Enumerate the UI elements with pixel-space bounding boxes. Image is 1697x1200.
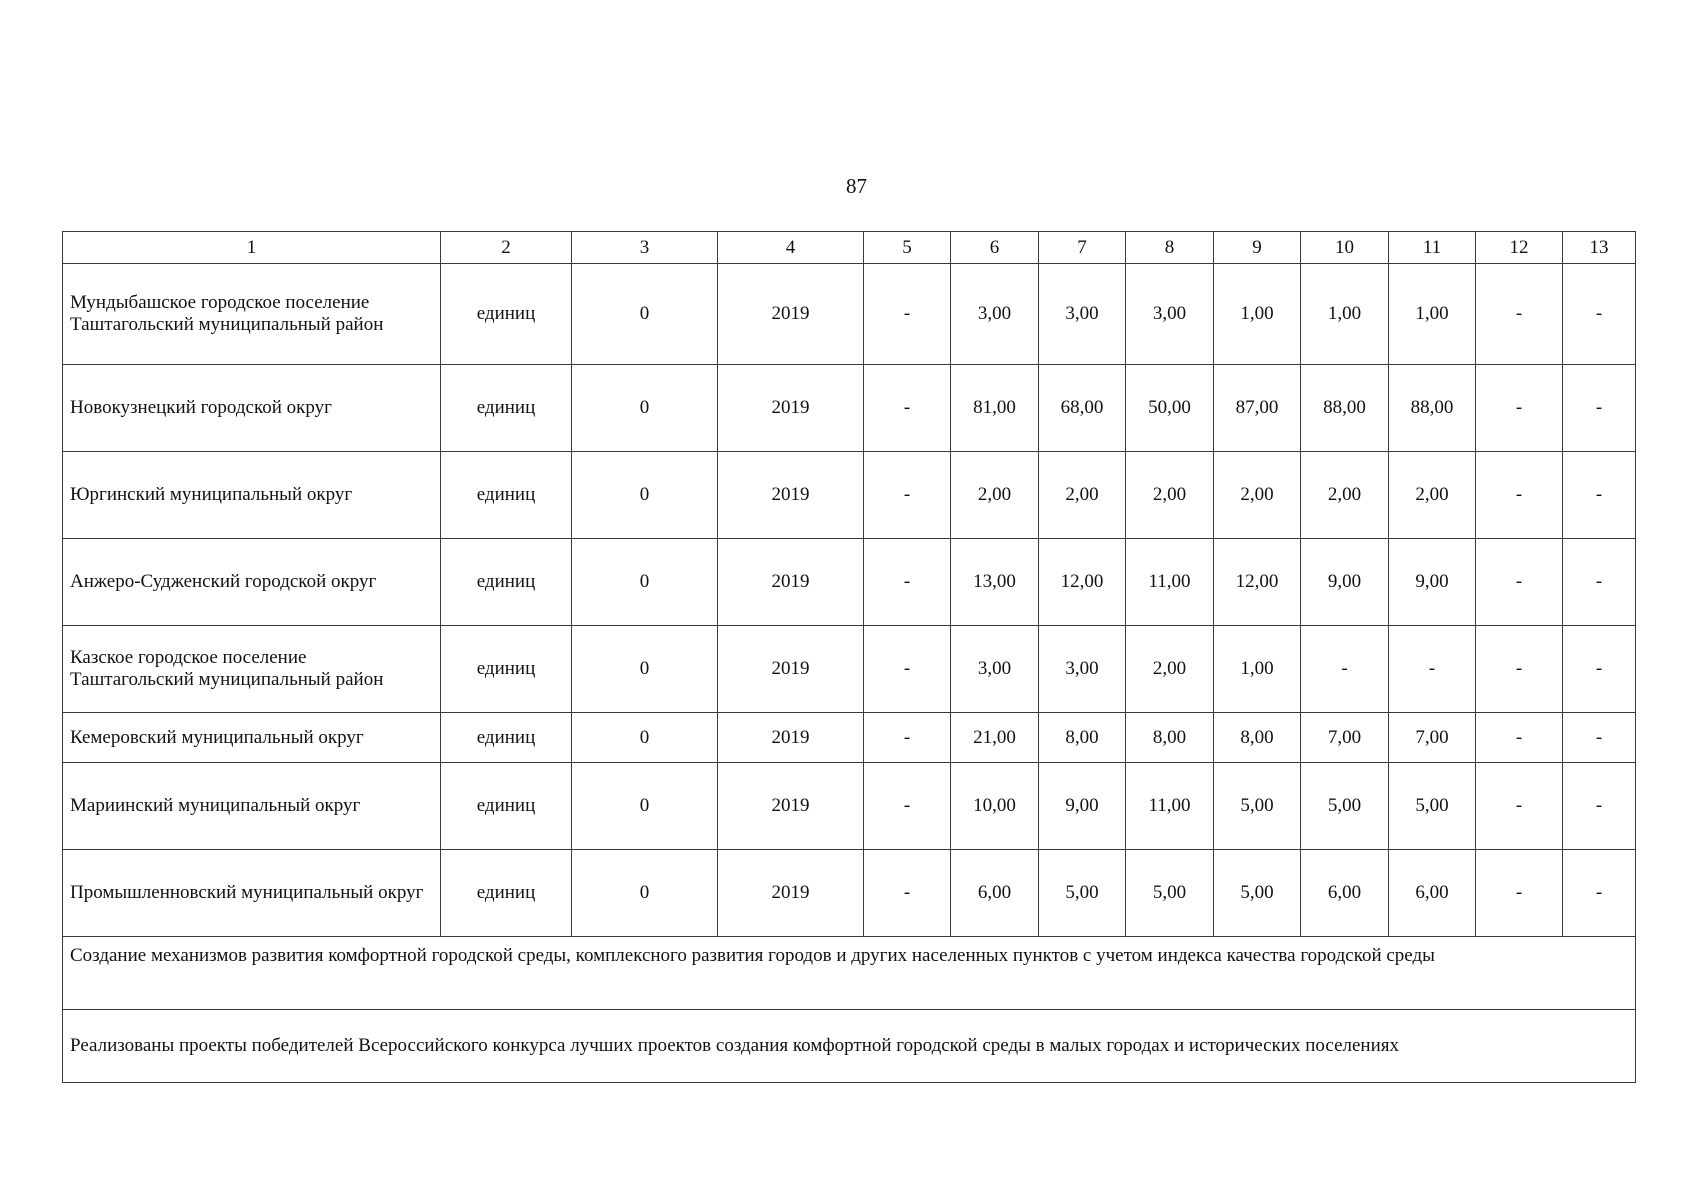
base-year-cell: 2019 bbox=[718, 539, 864, 626]
value-cell: 50,00 bbox=[1126, 365, 1214, 452]
value-cell: 11,00 bbox=[1126, 763, 1214, 850]
value-cell: 5,00 bbox=[1039, 850, 1126, 937]
value-cell: 3,00 bbox=[1126, 264, 1214, 365]
value-cell: 2,00 bbox=[1301, 452, 1389, 539]
column-number: 1 bbox=[63, 232, 441, 264]
base-year-cell: 2019 bbox=[718, 850, 864, 937]
unit-cell: единиц bbox=[441, 365, 572, 452]
base-year-cell: 2019 bbox=[718, 713, 864, 763]
column-number: 6 bbox=[951, 232, 1039, 264]
column-number-row bbox=[63, 232, 1636, 264]
value-cell: 2,00 bbox=[1039, 452, 1126, 539]
column-number: 10 bbox=[1301, 232, 1389, 264]
value-cell: - bbox=[1563, 763, 1636, 850]
table-row bbox=[63, 763, 1636, 850]
value-cell: 8,00 bbox=[1214, 713, 1301, 763]
value-cell: 3,00 bbox=[1039, 626, 1126, 713]
column-number: 3 bbox=[572, 232, 718, 264]
table-row bbox=[63, 365, 1636, 452]
value-cell: - bbox=[1563, 365, 1636, 452]
base-year-cell: 2019 bbox=[718, 452, 864, 539]
base-year-cell: 2019 bbox=[718, 365, 864, 452]
base-value-cell: 0 bbox=[572, 452, 718, 539]
value-cell: 5,00 bbox=[1389, 763, 1476, 850]
value-cell: 8,00 bbox=[1126, 713, 1214, 763]
value-cell: 7,00 bbox=[1301, 713, 1389, 763]
column-number: 4 bbox=[718, 232, 864, 264]
value-cell: 12,00 bbox=[1039, 539, 1126, 626]
base-value-cell: 0 bbox=[572, 264, 718, 365]
page-number: 87 bbox=[846, 174, 867, 198]
value-cell: 7,00 bbox=[1389, 713, 1476, 763]
value-cell: - bbox=[1476, 365, 1563, 452]
base-value-cell: 0 bbox=[572, 365, 718, 452]
value-cell: 1,00 bbox=[1214, 264, 1301, 365]
unit-cell: единиц bbox=[441, 626, 572, 713]
value-cell: - bbox=[1476, 763, 1563, 850]
value-cell: 3,00 bbox=[951, 626, 1039, 713]
municipality-name: Мундыбашское городское поселение Таштагольский муниципальный район bbox=[63, 264, 441, 365]
value-cell: 6,00 bbox=[1301, 850, 1389, 937]
value-cell: - bbox=[1476, 539, 1563, 626]
value-cell: 2,00 bbox=[1126, 626, 1214, 713]
municipality-name: Кемеровский муниципальный округ bbox=[63, 713, 441, 763]
value-cell: 8,00 bbox=[1039, 713, 1126, 763]
value-cell: 81,00 bbox=[951, 365, 1039, 452]
base-value-cell: 0 bbox=[572, 713, 718, 763]
value-cell: 1,00 bbox=[1214, 626, 1301, 713]
value-cell: 2,00 bbox=[1389, 452, 1476, 539]
section-subtitle: Реализованы проекты победителей Всероссийского конкурса лучших проектов создания комфортной городской среды в малых городах и исторических поселениях bbox=[63, 1010, 1636, 1083]
base-value-cell: 0 bbox=[572, 626, 718, 713]
municipality-name: Юргинский муниципальный округ bbox=[63, 452, 441, 539]
column-number: 11 bbox=[1389, 232, 1476, 264]
value-cell: - bbox=[1563, 626, 1636, 713]
section-title-row bbox=[63, 937, 1636, 1010]
value-cell: 1,00 bbox=[1301, 264, 1389, 365]
value-cell: - bbox=[1476, 713, 1563, 763]
table-row bbox=[63, 452, 1636, 539]
column-number: 12 bbox=[1476, 232, 1563, 264]
value-cell: 2,00 bbox=[951, 452, 1039, 539]
value-cell: - bbox=[1563, 452, 1636, 539]
value-cell: 2,00 bbox=[1214, 452, 1301, 539]
base-value-cell: 0 bbox=[572, 850, 718, 937]
value-cell: 10,00 bbox=[951, 763, 1039, 850]
value-cell: 3,00 bbox=[1039, 264, 1126, 365]
base-year-cell: 2019 bbox=[718, 264, 864, 365]
value-cell: - bbox=[1476, 264, 1563, 365]
base-value-cell: 0 bbox=[572, 539, 718, 626]
section-subtitle-row bbox=[63, 1010, 1636, 1083]
value-cell: 2,00 bbox=[1126, 452, 1214, 539]
unit-cell: единиц bbox=[441, 264, 572, 365]
value-cell: 1,00 bbox=[1389, 264, 1476, 365]
table-row bbox=[63, 626, 1636, 713]
value-cell: - bbox=[1476, 626, 1563, 713]
table-row bbox=[63, 539, 1636, 626]
base-year-cell: 2019 bbox=[718, 763, 864, 850]
value-cell: - bbox=[1563, 539, 1636, 626]
value-cell: 9,00 bbox=[1301, 539, 1389, 626]
unit-cell: единиц bbox=[441, 850, 572, 937]
value-cell: 5,00 bbox=[1214, 850, 1301, 937]
value-cell: - bbox=[864, 763, 951, 850]
value-cell: - bbox=[864, 264, 951, 365]
unit-cell: единиц bbox=[441, 763, 572, 850]
municipality-name: Новокузнецкий городской округ bbox=[63, 365, 441, 452]
value-cell: - bbox=[1563, 850, 1636, 937]
unit-cell: единиц bbox=[441, 713, 572, 763]
section-title: Создание механизмов развития комфортной городской среды, комплексного развития городов и других населенных пунктов с учетом индекса качества городской среды bbox=[63, 937, 1636, 1010]
value-cell: 6,00 bbox=[1389, 850, 1476, 937]
value-cell: - bbox=[1563, 264, 1636, 365]
value-cell: - bbox=[1563, 713, 1636, 763]
value-cell: 3,00 bbox=[951, 264, 1039, 365]
value-cell: - bbox=[864, 452, 951, 539]
municipality-name: Мариинский муниципальный округ bbox=[63, 763, 441, 850]
value-cell: - bbox=[1301, 626, 1389, 713]
municipality-name: Казское городское поселение Таштагольский муниципальный район bbox=[63, 626, 441, 713]
value-cell: 9,00 bbox=[1039, 763, 1126, 850]
table-row bbox=[63, 713, 1636, 763]
column-number: 5 bbox=[864, 232, 951, 264]
value-cell: 88,00 bbox=[1389, 365, 1476, 452]
column-number: 7 bbox=[1039, 232, 1126, 264]
value-cell: 88,00 bbox=[1301, 365, 1389, 452]
column-number: 13 bbox=[1563, 232, 1636, 264]
value-cell: - bbox=[1389, 626, 1476, 713]
value-cell: - bbox=[864, 365, 951, 452]
value-cell: - bbox=[1476, 452, 1563, 539]
value-cell: - bbox=[1476, 850, 1563, 937]
municipality-name: Анжеро-Судженский городской округ bbox=[63, 539, 441, 626]
value-cell: 12,00 bbox=[1214, 539, 1301, 626]
value-cell: 68,00 bbox=[1039, 365, 1126, 452]
value-cell: - bbox=[864, 713, 951, 763]
value-cell: 5,00 bbox=[1126, 850, 1214, 937]
value-cell: 11,00 bbox=[1126, 539, 1214, 626]
value-cell: 21,00 bbox=[951, 713, 1039, 763]
base-value-cell: 0 bbox=[572, 763, 718, 850]
column-number: 2 bbox=[441, 232, 572, 264]
indicator-table bbox=[62, 231, 1636, 1083]
value-cell: 6,00 bbox=[951, 850, 1039, 937]
value-cell: 5,00 bbox=[1301, 763, 1389, 850]
unit-cell: единиц bbox=[441, 452, 572, 539]
column-number: 8 bbox=[1126, 232, 1214, 264]
value-cell: 5,00 bbox=[1214, 763, 1301, 850]
table-row bbox=[63, 264, 1636, 365]
value-cell: - bbox=[864, 626, 951, 713]
table-row bbox=[63, 850, 1636, 937]
column-number: 9 bbox=[1214, 232, 1301, 264]
base-year-cell: 2019 bbox=[718, 626, 864, 713]
value-cell: 9,00 bbox=[1389, 539, 1476, 626]
value-cell: - bbox=[864, 539, 951, 626]
value-cell: - bbox=[864, 850, 951, 937]
unit-cell: единиц bbox=[441, 539, 572, 626]
value-cell: 87,00 bbox=[1214, 365, 1301, 452]
value-cell: 13,00 bbox=[951, 539, 1039, 626]
municipality-name: Промышленновский муниципальный округ bbox=[63, 850, 441, 937]
